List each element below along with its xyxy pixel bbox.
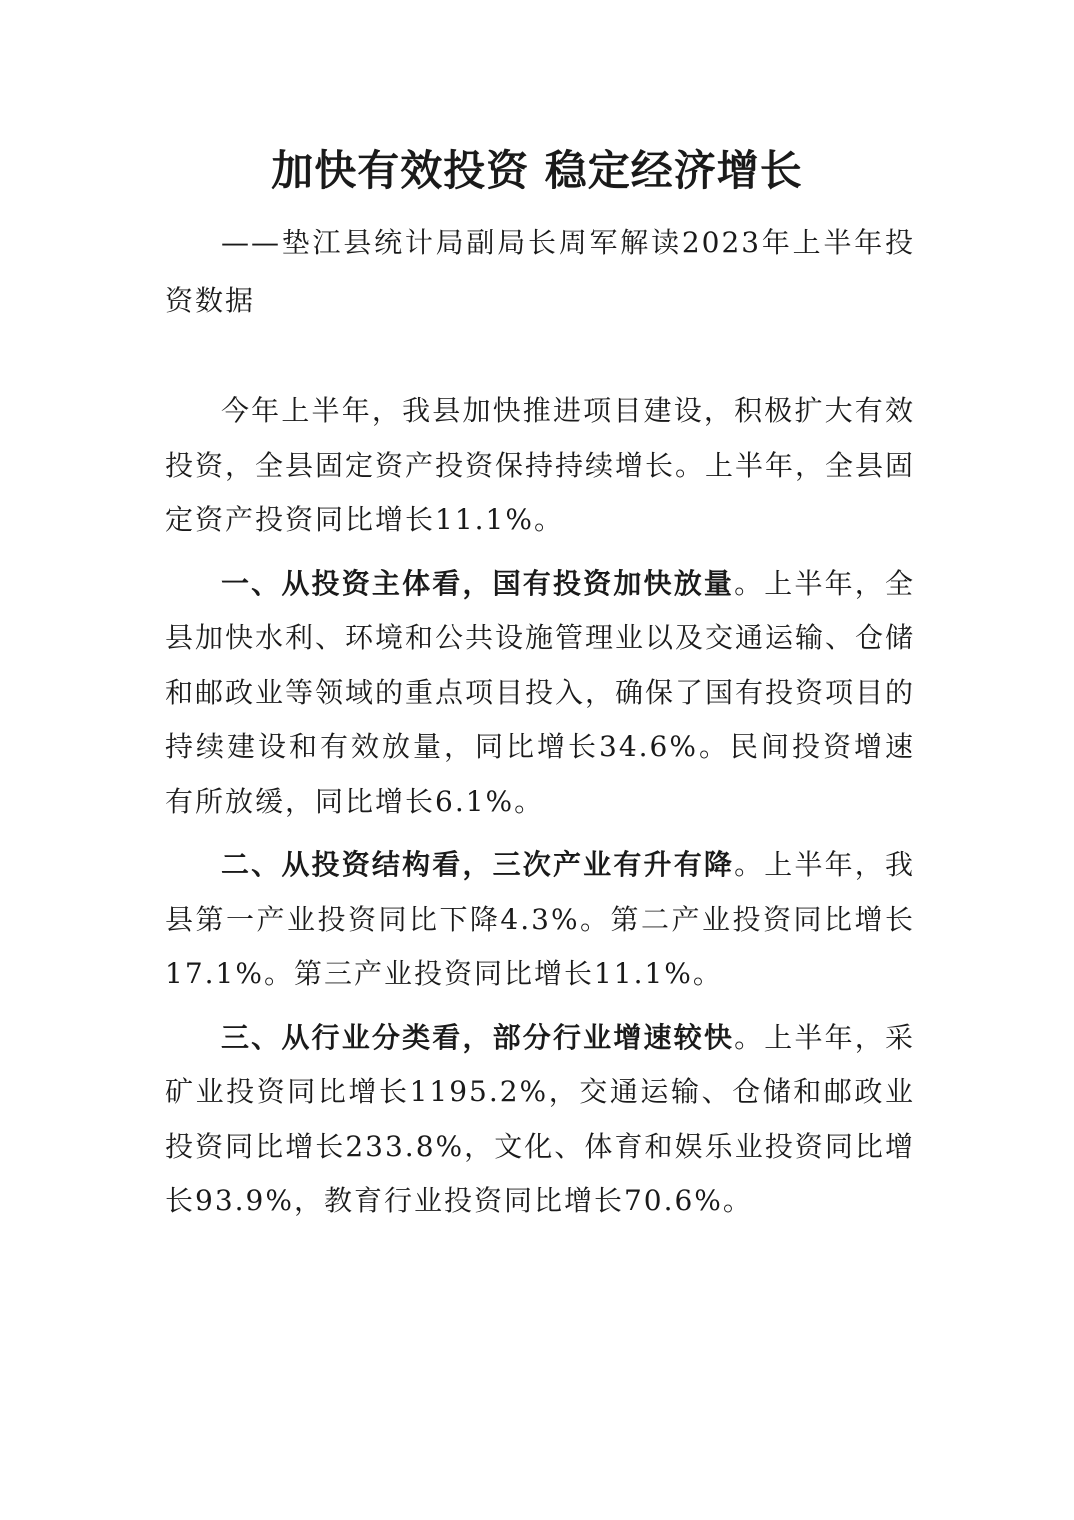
paragraph-text: 。上半年，我县第一产业投资同比下降4.3%。第二产业投资同比增长17.1%。第三产业投资同比增长11.1%。: [165, 848, 915, 990]
document-body: [165, 384, 915, 1238]
paragraph-investment-structure: [165, 838, 915, 1002]
paragraph-heading: 三、从行业分类看，部分行业增速较快: [221, 1020, 735, 1054]
document-subtitle: ——垫江县统计局副局长周军解读2023年上半年投资数据: [165, 226, 915, 317]
paragraph-heading: 一、从投资主体看，国有投资加快放量: [221, 566, 735, 600]
document-title: 加快有效投资 稳定经济增长: [271, 146, 803, 195]
paragraph-text: 。上半年，采矿业投资同比增长1195.2%，交通运输、仓储和邮政业投资同比增长233.8%，文化、体育和娱乐业投资同比增长93.9%，教育行业投资同比增长70.6%。: [165, 1020, 915, 1217]
paragraph-text: 。上半年，全县加快水利、环境和公共设施管理业以及交通运输、仓储和邮政业等领域的重点项目投入，确保了国有投资项目的持续建设和有效放量，同比增长34.6%。民间投资增速有所放缓，同比增长6.1%。: [165, 566, 916, 818]
paragraph-industry-classification: [165, 1011, 915, 1229]
paragraph-heading: 二、从投资结构看，三次产业有升有降: [221, 848, 735, 881]
paragraph-intro: [165, 384, 915, 548]
paragraph-investment-subject: [165, 557, 915, 830]
paragraph-text: 今年上半年，我县加快推进项目建设，积极扩大有效投资，全县固定资产投资保持持续增长。上半年，全县固定资产投资同比增长11.1%。: [165, 394, 916, 536]
